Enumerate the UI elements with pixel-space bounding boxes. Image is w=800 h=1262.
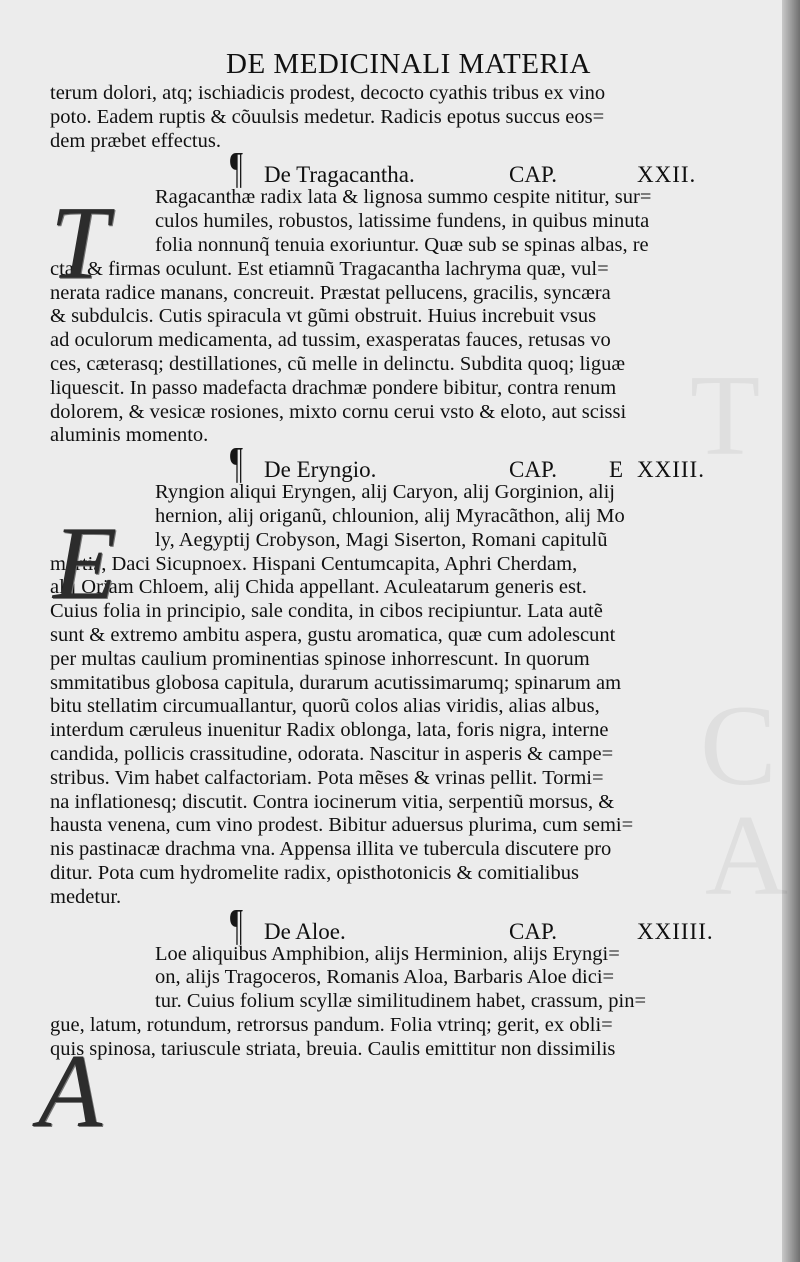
chapter-heading xyxy=(50,143,750,193)
body-line: sunt & extremo ambitu aspera, gustu aromatica, quæ cum adolescunt xyxy=(50,623,616,646)
body-line: liquescit. In passo madefacta drachmæ pondere bibitur, contra renum xyxy=(50,376,617,399)
paragraph-mark-icon: ¶ xyxy=(230,438,243,488)
body-line: hausta venena, cum vino prodest. Bibitur aduersus plurima, cum semi= xyxy=(50,814,634,837)
continuation-line: terum dolori, atq; ischiadicis prodest, decocto cyathis tribus ex vino xyxy=(50,82,606,104)
paragraph-mark-icon: ¶ xyxy=(230,899,243,949)
body-line: folia nonnunq̃ tenuia exoriuntur. Quæ sub se spinas albas, re xyxy=(155,233,649,256)
body-line: nerata radice manans, concreuit. Præstat pellucens, gracilis, syncæra xyxy=(50,281,611,304)
body-line: medetur. xyxy=(50,885,122,908)
bleed-through-text: T xyxy=(690,352,761,479)
body-line: martis, Daci Sicupnoex. Hispani Centumcapita, Aphri Cherdam, xyxy=(50,552,578,575)
body-line: & subdulcis. Cutis spiracula vt gũmi obstruit. Huius increbuit vsus xyxy=(50,305,597,328)
body-line: ad oculorum medicamenta, ad tussim, exasperatas fauces, retusas vo xyxy=(50,329,611,352)
body-line: bitu stellatim circumuallantur, quorũ colos alias viridis, alias albus, xyxy=(50,695,600,718)
decorated-initial-e: E xyxy=(53,504,118,621)
body-line: alij Oriam Chloem, alij Chida appellant. Aculeatarum generis est. xyxy=(50,576,587,599)
body-line: Ryngion aliqui Eryngen, alij Caryon, alij Gorginion, alij xyxy=(155,481,615,504)
body-line: gue, latum, rotundum, retrorsus pandum. Folia vtrinq; gerit, ex obli= xyxy=(50,1013,613,1036)
paragraph-mark-icon: ¶ xyxy=(230,143,243,193)
body-line: ly, Aegyptij Crobyson, Magi Siserton, Romani capitulũ xyxy=(155,528,608,551)
decorated-initial-t: T xyxy=(50,184,109,301)
body-line: hernion, alij origanũ, chlounion, alij Myracãthon, alij Mo xyxy=(155,504,625,527)
body-line: ces, cæterasq; destillationes, cũ melle in delinctu. Subdita quoq; liguæ xyxy=(50,352,626,375)
body-line: Loe aliquibus Amphibion, alijs Herminion, alijs Eryngi= xyxy=(155,942,620,965)
body-line: aluminis momento. xyxy=(50,424,209,447)
chapter-title: De Tragacantha. xyxy=(264,162,415,188)
bleed-through-text: C xyxy=(700,682,777,809)
chapter-label: CAP. xyxy=(509,457,557,483)
body-line: nis pastinacæ drachma vna. Appensa illita ve tubercula discutere pro xyxy=(50,838,612,861)
chapter-title: De Aloe. xyxy=(264,918,346,944)
body-line: smmitatibus globosa capitula, durarum acutissimarumq; spinarum am xyxy=(50,671,622,694)
chapter-extra: E xyxy=(609,457,624,483)
body-line: per multas caulium prominentias spinose inhorrescunt. In quorum xyxy=(50,647,590,670)
chapter-heading xyxy=(50,899,750,949)
chapter-label: CAP. xyxy=(509,162,557,188)
body-line: stribus. Vim habet calfactoriam. Pota mẽses & vrinas pellit. Tormi= xyxy=(50,766,604,789)
chapter-body xyxy=(50,481,750,909)
body-line: na inflationesq; discutit. Contra iocinerum vitia, serpentiũ morsus, & xyxy=(50,790,615,813)
body-line: ditur. Pota cum hydromelite radix, opisthotonicis & comitialibus xyxy=(50,861,579,884)
decorated-initial-a: A xyxy=(38,1032,103,1149)
chapter-body xyxy=(50,186,750,448)
body-line: Ragacanthæ radix lata & lignosa summo cespite nititur, sur= xyxy=(155,186,652,209)
body-line: on, alijs Tragoceros, Romanis Aloa, Barbaris Aloe dici= xyxy=(155,966,615,989)
chapter-number: XXII. xyxy=(637,162,697,188)
text-block xyxy=(50,82,750,1061)
continuation-line: dem præbet effectus. xyxy=(50,129,221,152)
chapter-heading xyxy=(50,438,750,488)
body-line: Cuius folia in principio, sale condita, in cibos recipiuntur. Lata autẽ xyxy=(50,600,603,623)
body-line: dolorem, & vesicæ rosiones, mixto cornu cerui vsto & eloto, aut scissi xyxy=(50,400,627,423)
continuation-line: poto. Eadem ruptis & cõuulsis medetur. Radicis epotus succus eos= xyxy=(50,105,605,128)
chapter-label: CAP. xyxy=(509,918,557,944)
body-line: ctas & firmas oculunt. Est etiamnũ Tragacantha lachryma quæ, vul= xyxy=(50,257,609,280)
chapter-title: De Eryngio. xyxy=(264,457,377,483)
bleed-through-text: A xyxy=(705,792,789,919)
body-line: quis spinosa, tariuscule striata, breuia. Caulis emittitur non dissimilis xyxy=(50,1037,616,1060)
body-line: interdum cæruleus inuenitur Radix oblonga, lata, foris nigra, interne xyxy=(50,719,609,742)
chapter-body xyxy=(50,943,750,1062)
chapter-number: XXIIII. xyxy=(637,918,714,944)
body-line: candida, pollicis crassitudine, odorata. Nascitur in asperis & campe= xyxy=(50,742,614,765)
running-head: DE MEDICINALI MATERIA xyxy=(226,48,591,80)
body-line: tur. Cuius folium scyllæ similitudinem habet, crassum, pin= xyxy=(155,990,647,1013)
body-line: culos humiles, robustos, latissime fundens, in quibus minuta xyxy=(155,210,650,233)
chapter-number: XXIII. xyxy=(637,457,705,483)
